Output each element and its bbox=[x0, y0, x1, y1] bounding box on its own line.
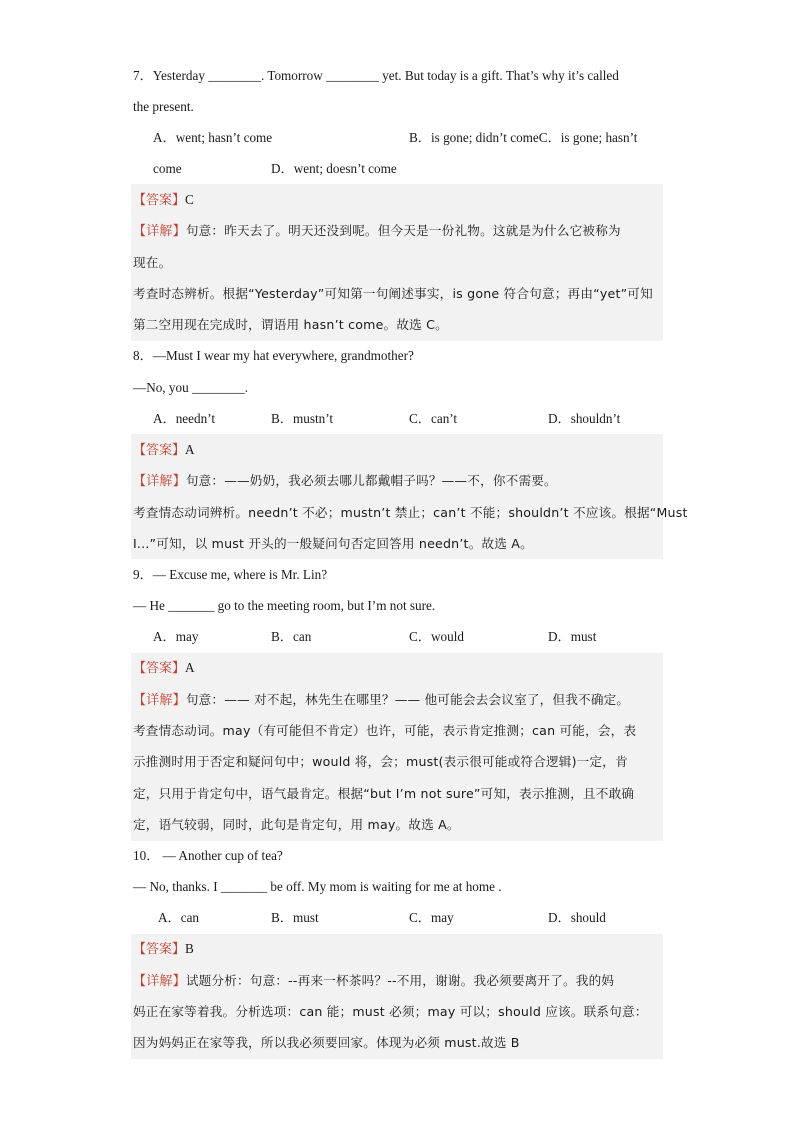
q10-stem-line1: 10． — Another cup of tea? bbox=[133, 848, 283, 863]
q10-answer bbox=[133, 939, 663, 960]
q8-option-a: A．needn’t bbox=[153, 411, 216, 426]
answer-label: 【答案】 bbox=[133, 942, 186, 957]
answer-label: 【答案】 bbox=[133, 193, 186, 208]
q7-option-d: D．went; doesn’t come bbox=[271, 161, 397, 176]
answer-value: A bbox=[185, 660, 195, 675]
q9-stem-line2: — He _______ go to the meeting room, but I’m not sure. bbox=[133, 598, 436, 613]
q9-detail-line2: 考查情态动词。may（有可能但不肯定）也许，可能，表示肯定推测；can 可能，会，表 bbox=[133, 723, 637, 738]
q9-detail-line4: 定，只用于肯定句中，语气最肯定。根据“but I’m not sure”可知，表示推测，且不敢确 bbox=[133, 786, 635, 801]
q9-detail-line3: 示推测时用于否定和疑问句中；would 将，会；must(表示很可能或符合逻辑)一定，肯 bbox=[133, 754, 628, 769]
q7-answer bbox=[133, 190, 663, 211]
q7-detail-line3: 考查时态辨析。根据“Yesterday”可知第一句阐述事实，is gone 符合句意；再由“yet”可知 bbox=[133, 286, 653, 301]
q9-option-c: C．would bbox=[409, 629, 464, 644]
q7-option-c-cont: come bbox=[153, 161, 182, 176]
detail-text: 句意：—— 对不起，林先生在哪里？—— 他可能会去会议室了，但我不确定。 bbox=[185, 692, 630, 707]
q9-detail-line1 bbox=[133, 690, 663, 711]
q9-answer-block bbox=[131, 653, 663, 841]
q7-detail-line2: 现在。 bbox=[133, 255, 172, 270]
answer-value: A bbox=[185, 442, 195, 457]
q9-option-b: B．can bbox=[271, 629, 312, 644]
q7-detail-line4: 第二空用现在完成时，谓语用 hasn’t come。故选 C。 bbox=[133, 317, 448, 332]
detail-text: 试题分析：句意：--再来一杯茶吗？--不用，谢谢。我必须要离开了。我的妈 bbox=[185, 973, 615, 988]
q8-detail-line3: I...”可知，以 must 开头的一般疑问句否定回答用 needn’t。故选 A。 bbox=[133, 536, 533, 551]
answer-value: B bbox=[185, 941, 194, 956]
detail-label: 【详解】 bbox=[133, 974, 186, 989]
q10-option-d: D．should bbox=[548, 910, 606, 925]
detail-label: 【详解】 bbox=[133, 693, 186, 708]
q7-option-a: A．went; hasn’t come bbox=[153, 130, 273, 145]
q7-detail-line1 bbox=[133, 221, 663, 242]
q9-stem-line1: 9．— Excuse me, where is Mr. Lin? bbox=[133, 567, 328, 582]
detail-label: 【详解】 bbox=[133, 224, 186, 239]
answer-value: C bbox=[185, 192, 194, 207]
q10-detail-line1 bbox=[133, 971, 663, 992]
q7-option-b-c: B．is gone; didn’t comeC．is gone; hasn’t bbox=[409, 130, 638, 145]
q8-stem-line2: —No, you ________. bbox=[133, 380, 249, 395]
answer-label: 【答案】 bbox=[133, 661, 186, 676]
q7-stem-line2: the present. bbox=[133, 99, 194, 114]
q8-option-d: D．shouldn’t bbox=[548, 411, 621, 426]
q10-option-b: B．must bbox=[271, 910, 319, 925]
q10-stem-line2: — No, thanks. I _______ be off. My mom is waiting for me at home . bbox=[133, 879, 502, 894]
q10-option-a: A．can bbox=[158, 910, 200, 925]
q10-detail-line2: 妈正在家等着我。分析选项：can 能；must 必须；may 可以；should 应该。联系句意： bbox=[133, 1004, 648, 1019]
q8-answer bbox=[133, 440, 663, 461]
q9-option-a: A．may bbox=[153, 629, 199, 644]
q8-stem-line1: 8．—Must I wear my hat everywhere, grandmother? bbox=[133, 348, 414, 363]
q8-option-b: B．mustn’t bbox=[271, 411, 334, 426]
q9-detail-line5: 定，语气较弱，同时，此句是肯定句，用 may。故选 A。 bbox=[133, 817, 460, 832]
detail-text: 句意：——奶奶，我必须去哪儿都戴帽子吗？——不，你不需要。 bbox=[185, 473, 557, 488]
detail-text: 句意：昨天去了。明天还没到呢。但今天是一份礼物。这就是为什么它被称为 bbox=[185, 223, 621, 238]
q7-stem-line1: 7．Yesterday ________. Tomorrow ________ yet. But today is a gift. That’s why it’s called bbox=[133, 68, 619, 83]
answer-label: 【答案】 bbox=[133, 443, 186, 458]
q8-option-c: C．can’t bbox=[409, 411, 458, 426]
q8-detail-line1 bbox=[133, 471, 663, 492]
q10-detail-line3: 因为妈妈正在家等我，所以我必须要回家。体现为必须 must.故选 B bbox=[133, 1035, 520, 1050]
q8-detail-line2: 考查情态动词辨析。needn’t 不必；mustn’t 禁止；can’t 不能；shouldn’t 不应该。根据“Must bbox=[133, 505, 688, 520]
q10-option-c: C．may bbox=[409, 910, 454, 925]
q9-answer bbox=[133, 658, 663, 679]
q9-option-d: D．must bbox=[548, 629, 597, 644]
detail-label: 【详解】 bbox=[133, 474, 186, 489]
